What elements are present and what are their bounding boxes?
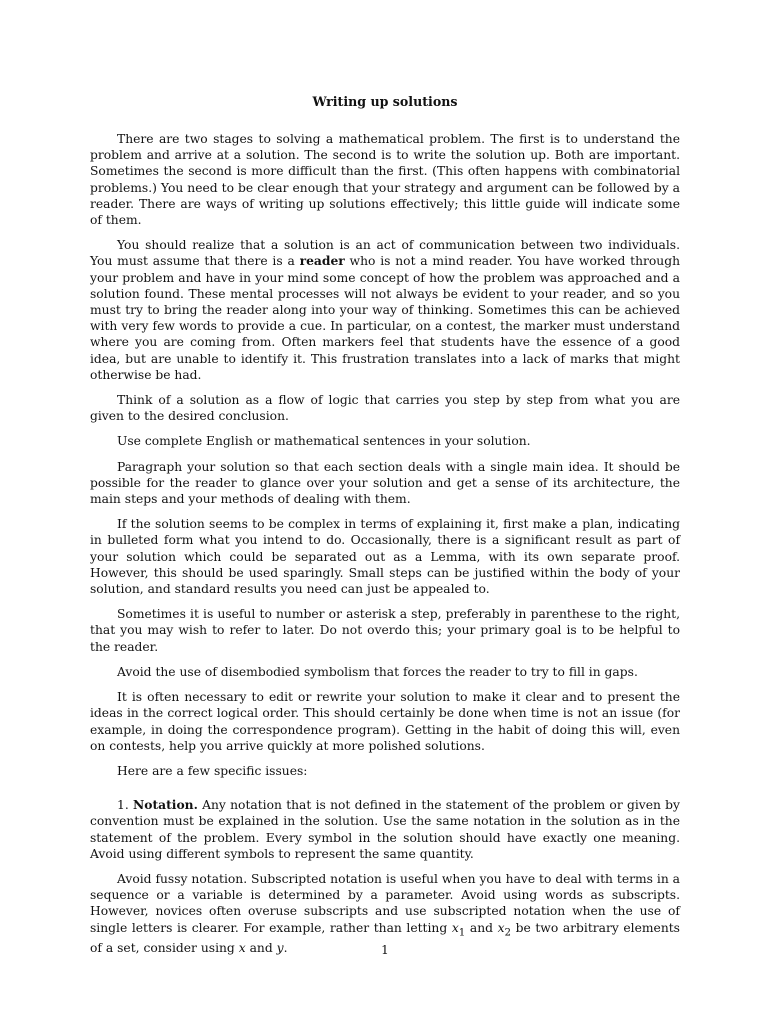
paragraph-flow: Think of a solution as a flow of logic that carries you step by step from what you are given to the desired conclusion. xyxy=(90,393,680,424)
paragraph-sentences: Use complete English or mathematical sentences in your solution. xyxy=(117,434,531,449)
paragraph-structure: Paragraph your solution so that each section deals with a single main idea. It should be possible for the reader to glance over your solution and get a sense of its architecture, the main steps and your methods of dealing with them. xyxy=(90,459,680,507)
math-x1: x xyxy=(451,920,459,935)
math-x: x xyxy=(238,941,246,956)
page-number: 1 xyxy=(381,943,389,957)
paragraph-intro: There are two stages to solving a mathematical problem. The first is to understand the problem and arrive at a solution. The second is to write the solution up. Both are important. Sometimes the second is more difficult than the first. (This often happens with combinatorial problems.) You need to be clear enough that your strategy and argument can be followed by a reader. There are ways of writing up solutions effectively; this little guide will indicate some of them. xyxy=(90,132,680,228)
issue-heading: Notation. xyxy=(133,797,198,813)
paragraph-numbering: Sometimes it is useful to number or asterisk a step, preferably in parenthese to the right, that you may wish to refer to later. Do not overdo this; your primary goal is to be helpful to the reader. xyxy=(90,607,680,654)
document-body xyxy=(90,131,680,965)
paragraph-reader: You should realize that a solution is an act of communication between two individuals. You must assume that there is a reader who is not a mind reader. You have worked through your problem and have in your mind some concept of how the problem was approached and a solution found. These mental processes will not always be evident to your reader, and so you must try to bring the reader along into your way of thinking. Sometimes this can be achieved with very few words to provide a cue. In particular, on a contest, the marker must understand where you are coming from. Often markers feel that students have the essence of a good idea, but are unable to identify it. This frustration translates into a lack of marks that might otherwise be had. xyxy=(90,238,680,382)
paragraph-plan: If the solution seems to be complex in terms of explaining it, first make a plan, indicating in bulleted form what you intend to do. Occasionally, there is a significant result as part of your solution which could be separated out as a Lemma, with its own separate proof. However, this should be used sparingly. Small steps can be justified within the body of your solution, and standard results you need can just be appealed to. xyxy=(90,517,680,597)
math-x2: x xyxy=(497,920,505,935)
reader-emphasis: reader xyxy=(299,253,345,269)
page-title: Writing up solutions xyxy=(312,94,458,109)
paragraph-issues-intro: Here are a few specific issues: xyxy=(117,763,308,778)
paragraph-editing: It is often necessary to edit or rewrite your solution to make it clear and to present the ideas in the correct logical order. This should certainly be done when time is not an issue (for example, in doing the correspondence program). Getting in the habit of doing this will, even on contests, help you arrive quickly at more polished solutions. xyxy=(90,690,680,753)
paragraph-symbolism: Avoid the use of disembodied symbolism that forces the reader to try to fill in gaps. xyxy=(117,664,638,679)
math-y: y xyxy=(276,941,284,956)
paragraph-fussy-notation: Avoid fussy notation. Subscripted notation is useful when you have to deal with terms in a sequence or a variable is determined by a parameter. Avoid using words as subscripts. However, novices often overuse subscripts and use subscripted notation when the use of single letters is clearer. For example, rather than letting $x_1$ and $x_2$ be two arbitrary elements of a set, consider using x and y. xyxy=(90,871,680,956)
issue-notation: 1. Notation. Any notation that is not defined in the statement of the problem or given by convention must be explained in the solution. Use the same notation in the solution as in the statement of the problem. Every symbol in the solution should have exactly one meaning. Avoid using different symbols to represent the same quantity. xyxy=(90,797,680,861)
